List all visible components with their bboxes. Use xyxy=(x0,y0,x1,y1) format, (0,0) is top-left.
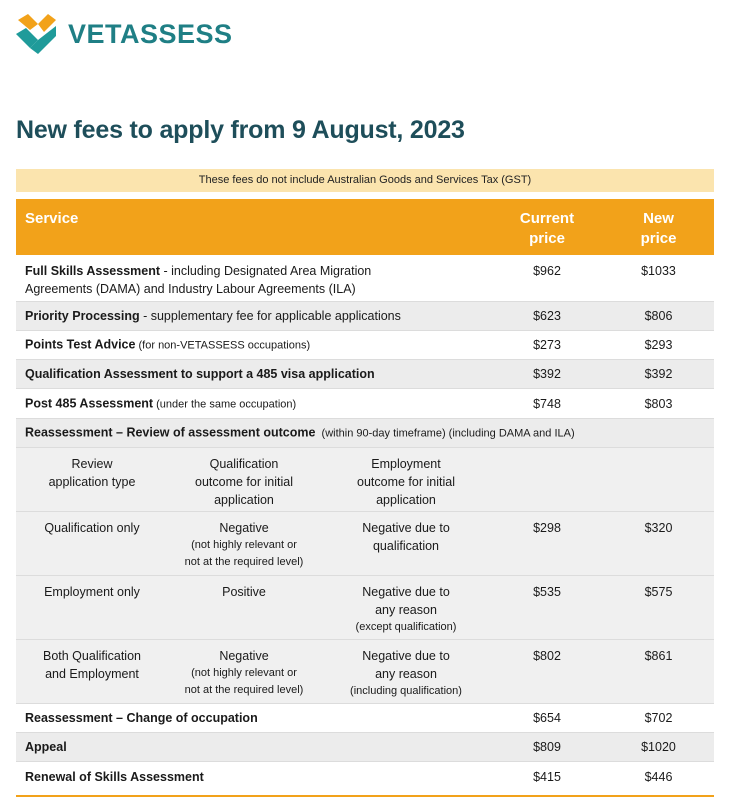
sub-emp-note: (including qualification) xyxy=(350,685,462,697)
table-row-qualification-485 xyxy=(16,360,714,389)
row-current-price: $962 xyxy=(533,264,561,278)
row-service xyxy=(25,336,310,355)
row-new-price: $702 xyxy=(644,711,673,725)
subheader-review-type xyxy=(16,455,168,491)
reassessment-row-qualification-only xyxy=(16,512,714,576)
sub-qual-note1: (not highly relevant or xyxy=(191,667,297,679)
row-service-name: Qualification Assessment to support a 485 visa application xyxy=(25,367,375,381)
row-service xyxy=(25,365,375,383)
header-current-price xyxy=(506,209,588,249)
row-service-desc-2: Agreements (DAMA) and Industry Labour Agreements (ILA) xyxy=(25,282,356,296)
row-service xyxy=(25,768,204,786)
sub-qualification-outcome xyxy=(160,647,328,699)
sub-employment-outcome xyxy=(326,583,486,636)
row-current-price: $415 xyxy=(533,769,561,784)
sub-review-type xyxy=(16,647,168,683)
row-current-price: $273 xyxy=(533,338,561,352)
row-service xyxy=(25,262,371,298)
sub-employment-outcome xyxy=(326,647,486,700)
row-current-price: $535 xyxy=(533,585,561,599)
sub-emp-line2: any reason xyxy=(375,667,437,681)
row-service-name: Reassessment – Review of assessment outcome xyxy=(25,425,316,440)
sub-qual-value: Negative xyxy=(219,649,269,663)
sub-qualification-outcome xyxy=(160,519,328,571)
subheader-qual-line3: application xyxy=(214,493,274,507)
table-row-full-skills xyxy=(16,255,714,302)
row-service-name: Post 485 Assessment xyxy=(25,396,154,410)
table-header xyxy=(16,199,714,255)
header-new-line2: price xyxy=(640,230,677,247)
table-row-appeal xyxy=(16,733,714,762)
subheader-qual-line1: Qualification xyxy=(209,457,279,471)
sub-emp-line2: any reason xyxy=(375,603,437,617)
header-current-line1: Current xyxy=(519,210,575,227)
row-new-price: $392 xyxy=(644,367,673,381)
sub-qual-value: Negative xyxy=(219,521,269,535)
sub-review-type-line2: and Employment xyxy=(45,667,139,681)
row-service-desc: (within 90-day timeframe) (including DAMA and ILA) xyxy=(315,427,575,440)
brand-name: VETASSESS xyxy=(68,18,233,49)
header-new-price xyxy=(621,209,696,249)
sub-review-type-line1: Both Qualification xyxy=(43,649,141,663)
row-service-desc: - supplementary fee for applicable applications xyxy=(139,309,401,323)
subheader-emp-line2: outcome for initial xyxy=(357,475,455,489)
row-new-price: $293 xyxy=(644,338,673,352)
subheader-emp-line3: application xyxy=(376,493,436,507)
row-current-price: $748 xyxy=(533,396,561,411)
row-service-name: Renewal of Skills Assessment xyxy=(25,769,204,784)
row-current-price: $809 xyxy=(533,740,561,754)
row-service-name: Points Test Advice xyxy=(25,337,136,352)
sub-qual-note2: not at the required level) xyxy=(184,684,304,696)
reassessment-subheader xyxy=(16,448,714,512)
row-service-desc: (for non-VETASSESS occupations) xyxy=(135,339,311,352)
row-service-desc: (under the same occupation) xyxy=(153,398,297,410)
row-service-name: Appeal xyxy=(25,740,67,754)
row-new-price: $1033 xyxy=(641,264,676,278)
sub-emp-line1: Negative due to xyxy=(362,521,450,535)
row-new-price: $575 xyxy=(644,585,673,599)
subheader-review-type-line2: application type xyxy=(48,475,136,489)
row-new-price: $803 xyxy=(644,396,673,411)
row-new-price: $320 xyxy=(644,521,673,535)
sub-emp-note: (except qualification) xyxy=(355,621,457,633)
row-current-price: $654 xyxy=(533,711,561,725)
sub-review-type: Qualification only xyxy=(44,521,140,535)
header-service: Service xyxy=(25,210,79,227)
row-service-desc: - including Designated Area Migration xyxy=(160,264,372,278)
subheader-qualification-outcome xyxy=(160,455,328,509)
table-bottom-rule xyxy=(16,795,714,797)
gst-note: These fees do not include Australian Goods and Services Tax (GST) xyxy=(16,169,714,192)
row-service xyxy=(25,424,575,443)
row-service-name: Reassessment – Change of occupation xyxy=(25,711,258,725)
sub-emp-line1: Negative due to xyxy=(362,585,450,599)
page-title: New fees to apply from 9 August, 2023 xyxy=(16,116,465,144)
vetassess-logo[interactable] xyxy=(16,14,233,54)
table-row-renewal xyxy=(16,762,714,791)
sub-emp-line2: qualification xyxy=(372,539,439,553)
table-row-points-test xyxy=(16,331,714,360)
header-new-line1: New xyxy=(643,210,674,227)
row-new-price: $806 xyxy=(644,309,673,323)
sub-emp-line1: Negative due to xyxy=(362,649,450,663)
subheader-emp-line1: Employment xyxy=(371,457,441,471)
subheader-qual-line2: outcome for initial xyxy=(195,475,293,489)
row-service-name: Priority Processing xyxy=(25,309,140,323)
row-current-price: $298 xyxy=(533,521,561,535)
subheader-review-type-line1: Review xyxy=(71,457,113,471)
reassessment-row-both xyxy=(16,640,714,704)
row-current-price: $623 xyxy=(533,309,561,323)
subheader-employment-outcome xyxy=(326,455,486,509)
sub-qual-note2: not at the required level) xyxy=(184,556,304,568)
vetassess-chevron-icon xyxy=(16,14,58,54)
header-current-line2: price xyxy=(529,230,565,247)
row-current-price: $802 xyxy=(533,649,561,663)
sub-qual-note1: (not highly relevant or xyxy=(191,539,297,551)
sub-employment-outcome xyxy=(326,519,486,555)
row-new-price: $861 xyxy=(644,649,673,663)
row-service xyxy=(25,394,296,413)
fees-table xyxy=(16,199,714,791)
row-service-name: Full Skills Assessment xyxy=(25,264,161,278)
table-row-priority xyxy=(16,302,714,331)
table-row-change-occupation xyxy=(16,704,714,733)
sub-review-type: Employment only xyxy=(44,585,140,599)
row-new-price: $1020 xyxy=(641,740,676,754)
row-current-price: $392 xyxy=(533,367,561,381)
reassessment-row-employment-only xyxy=(16,576,714,640)
row-new-price: $446 xyxy=(644,769,673,784)
table-row-post-485 xyxy=(16,389,714,419)
sub-qualification-outcome: Positive xyxy=(222,585,266,599)
row-service xyxy=(25,709,258,727)
row-service xyxy=(25,738,67,756)
row-service xyxy=(25,307,401,325)
table-row-reassessment-review xyxy=(16,419,714,448)
